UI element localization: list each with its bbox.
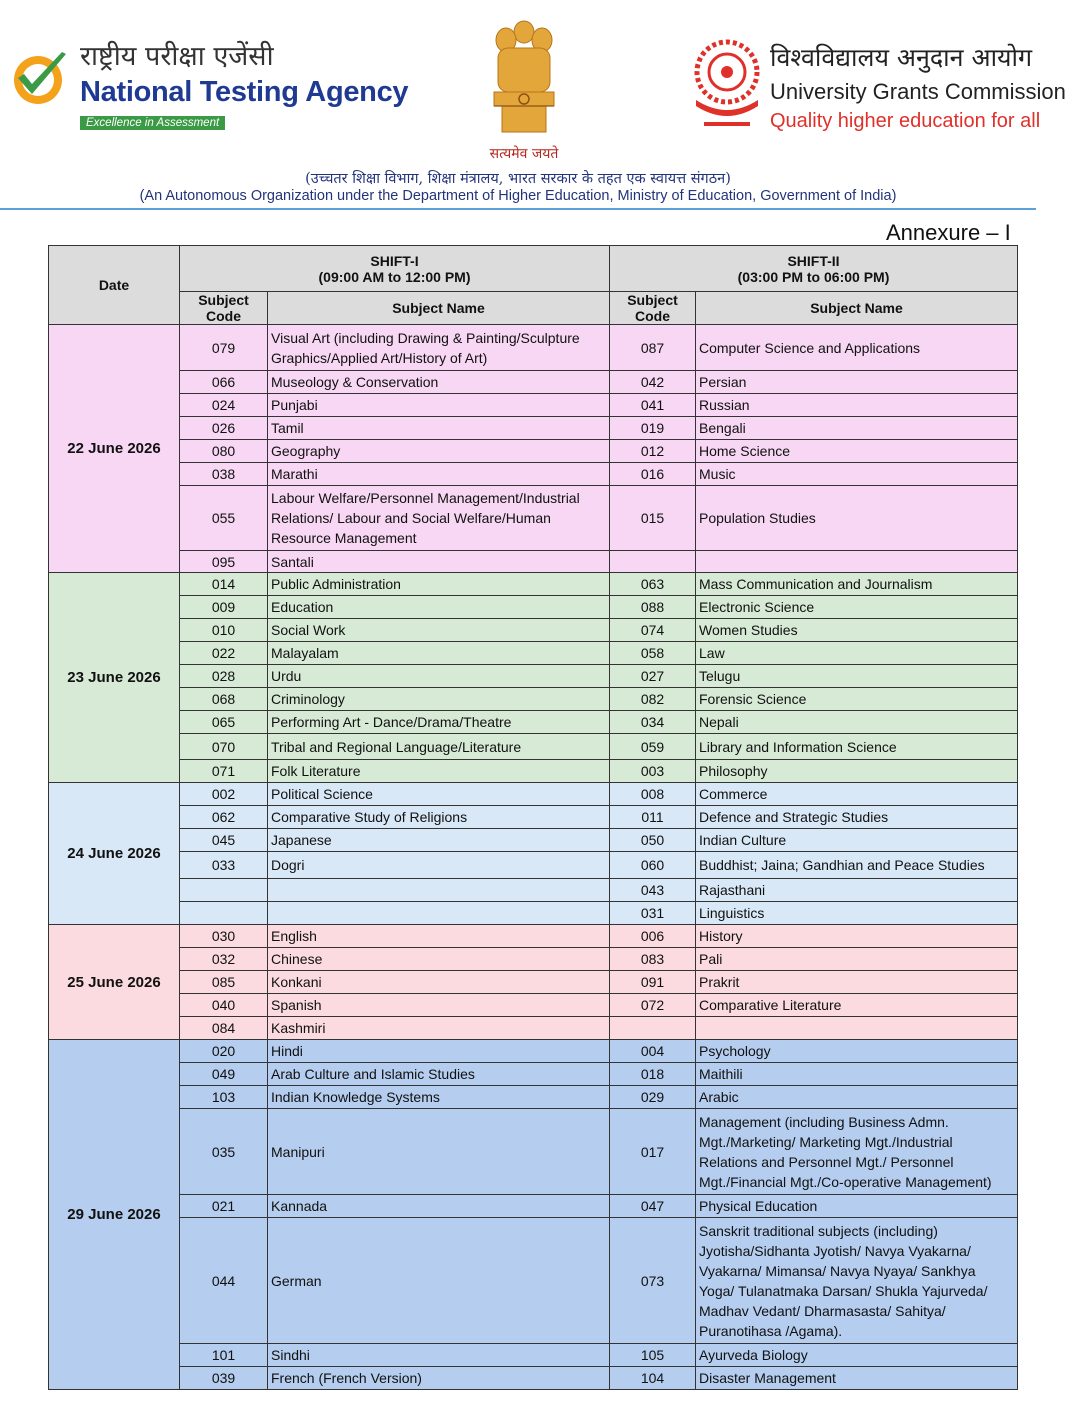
table-row [49, 642, 1018, 665]
shift2-name-cell: Mass Communication and Journalism [696, 573, 1018, 596]
nta-logo-icon [10, 44, 70, 108]
shift2-name-cell: Home Science [696, 440, 1018, 463]
shift1-code-cell: 009 [180, 596, 268, 619]
shift2-code-cell: 016 [610, 463, 696, 486]
table-row [49, 619, 1018, 642]
shift1-name-cell [268, 902, 610, 925]
shift2-code-cell: 006 [610, 925, 696, 948]
shift1-name-cell: Urdu [268, 665, 610, 688]
table-row [49, 1218, 1018, 1344]
shift2-name-cell: Pali [696, 948, 1018, 971]
table-row [49, 852, 1018, 879]
shift2-code-cell: 047 [610, 1195, 696, 1218]
shift2-code-cell: 012 [610, 440, 696, 463]
shift2-code-cell: 008 [610, 783, 696, 806]
table-row [49, 760, 1018, 783]
ugc-name-english: University Grants Commission [770, 79, 1066, 104]
shift2-name-cell: Forensic Science [696, 688, 1018, 711]
shift2-name-cell: Electronic Science [696, 596, 1018, 619]
shift2-code-cell: 004 [610, 1040, 696, 1063]
subtitle-english: (An Autonomous Organization under the Department of Higher Education, Ministry of Education, Government of India) [139, 188, 897, 204]
page-header [0, 0, 1066, 210]
shift1-code-cell [180, 879, 268, 902]
table-row [49, 879, 1018, 902]
shift2-time: (03:00 PM to 06:00 PM) [737, 268, 890, 285]
shift2-name-header: Subject Name [696, 292, 1018, 325]
shift2-code-cell: 003 [610, 760, 696, 783]
shift2-code-cell: 091 [610, 971, 696, 994]
shift2-code-cell: 105 [610, 1344, 696, 1367]
date-cell: 24 June 2026 [49, 783, 180, 925]
shift1-code-cell: 044 [180, 1218, 268, 1344]
shift2-name-cell: Women Studies [696, 619, 1018, 642]
table-row [49, 1344, 1018, 1367]
table-row [49, 486, 1018, 551]
nta-name-english: National Testing Agency [80, 76, 409, 108]
table-row [49, 1109, 1018, 1195]
shift1-name-cell: Dogri [268, 852, 610, 879]
shift1-name-cell: Malayalam [268, 642, 610, 665]
shift2-code-cell: 029 [610, 1086, 696, 1109]
shift1-code-cell: 030 [180, 925, 268, 948]
table-row [49, 1367, 1018, 1390]
shift2-code-cell: 059 [610, 734, 696, 760]
table-row [49, 688, 1018, 711]
table-row [49, 551, 1018, 573]
shift2-code-cell: 050 [610, 829, 696, 852]
shift1-code-cell: 020 [180, 1040, 268, 1063]
shift2-name-cell [696, 551, 1018, 573]
shift2-name-cell: Prakrit [696, 971, 1018, 994]
national-emblem-icon [484, 14, 564, 140]
shift2-code-cell: 058 [610, 642, 696, 665]
shift2-code-cell: 074 [610, 619, 696, 642]
shift2-name-cell: Defence and Strategic Studies [696, 806, 1018, 829]
shift2-code-cell: 027 [610, 665, 696, 688]
shift1-name-cell: German [268, 1218, 610, 1344]
shift1-code-cell: 071 [180, 760, 268, 783]
shift2-code-cell: 034 [610, 711, 696, 734]
table-row [49, 665, 1018, 688]
shift1-name-cell: Social Work [268, 619, 610, 642]
shift1-code-cell: 084 [180, 1017, 268, 1040]
table-row [49, 463, 1018, 486]
table-row [49, 573, 1018, 596]
nta-tagline: Excellence in Assessment [80, 116, 225, 130]
table-row [49, 902, 1018, 925]
shift1-name-cell: Comparative Study of Religions [268, 806, 610, 829]
shift2-name-cell: Nepali [696, 711, 1018, 734]
shift2-name-cell: Rajasthani [696, 879, 1018, 902]
shift2-code-cell: 088 [610, 596, 696, 619]
shift1-code-cell: 024 [180, 394, 268, 417]
shift2-name-cell: Buddhist; Jaina; Gandhian and Peace Studies [696, 852, 1018, 879]
shift1-name-cell: Labour Welfare/Personnel Management/Industrial Relations/ Labour and Social Welfare/Human Resource Management [268, 486, 610, 551]
ugc-name-hindi: विश्वविद्यालय अनुदान आयोग [770, 43, 1033, 72]
shift1-name-cell: Manipuri [268, 1109, 610, 1195]
shift1-name-cell: Public Administration [268, 573, 610, 596]
shift1-name-cell: Konkani [268, 971, 610, 994]
shift1-code-cell: 103 [180, 1086, 268, 1109]
shift1-name-cell: Sindhi [268, 1344, 610, 1367]
shift1-code-cell: 021 [180, 1195, 268, 1218]
shift1-code-cell: 065 [180, 711, 268, 734]
shift2-name-cell: Linguistics [696, 902, 1018, 925]
shift2-name-cell: Arabic [696, 1086, 1018, 1109]
shift1-name-cell: Japanese [268, 829, 610, 852]
shift1-title: SHIFT-I [370, 252, 419, 269]
table-row [49, 783, 1018, 806]
shift2-title: SHIFT-II [787, 252, 840, 269]
date-header: Date [49, 246, 180, 325]
shift2-name-cell: Maithili [696, 1063, 1018, 1086]
table-row [49, 711, 1018, 734]
shift1-code-cell: 014 [180, 573, 268, 596]
shift2-code-cell: 083 [610, 948, 696, 971]
shift2-code-cell: 015 [610, 486, 696, 551]
table-row [49, 1063, 1018, 1086]
shift1-code-cell: 038 [180, 463, 268, 486]
shift2-code-cell: 018 [610, 1063, 696, 1086]
table-row [49, 417, 1018, 440]
shift2-code-cell: 072 [610, 994, 696, 1017]
shift1-name-cell: Kashmiri [268, 1017, 610, 1040]
table-row [49, 971, 1018, 994]
subtitle-hindi: (उच्चतर शिक्षा विभाग, शिक्षा मंत्रालय, भारत सरकार के तहत एक स्वायत्त संगठन) [305, 171, 731, 187]
shift2-code-cell: 082 [610, 688, 696, 711]
table-row [49, 925, 1018, 948]
table-row [49, 1040, 1018, 1063]
date-cell: 29 June 2026 [49, 1040, 180, 1390]
shift2-name-cell [696, 1017, 1018, 1040]
shift2-name-cell: Indian Culture [696, 829, 1018, 852]
shift1-code-cell: 002 [180, 783, 268, 806]
table-row [49, 440, 1018, 463]
nta-name-hindi: राष्ट्रीय परीक्षा एजेंसी [80, 41, 274, 72]
table-row [49, 325, 1018, 371]
shift2-name-cell: Computer Science and Applications [696, 325, 1018, 371]
shift2-name-cell: Russian [696, 394, 1018, 417]
shift1-code-cell: 055 [180, 486, 268, 551]
table-row [49, 596, 1018, 619]
table-row [49, 829, 1018, 852]
header-divider [0, 208, 1036, 210]
shift1-code-cell: 068 [180, 688, 268, 711]
shift2-code-cell: 042 [610, 371, 696, 394]
table-row [49, 1086, 1018, 1109]
shift1-name-cell: Kannada [268, 1195, 610, 1218]
ugc-tagline: Quality higher education for all [770, 110, 1041, 132]
shift2-code-header: Subject Code [610, 292, 696, 325]
date-cell: 23 June 2026 [49, 573, 180, 783]
shift2-name-cell: Comparative Literature [696, 994, 1018, 1017]
shift2-name-cell: Library and Information Science [696, 734, 1018, 760]
shift1-name-cell: Hindi [268, 1040, 610, 1063]
shift2-code-cell: 063 [610, 573, 696, 596]
shift2-name-cell: Management (including Business Admn. Mgt./Marketing/ Marketing Mgt./Industrial Relations and Personnel Mgt./ Personnel Mgt./Financial Mgt./Co-operative Management) [696, 1109, 1018, 1195]
shift2-name-cell: Disaster Management [696, 1367, 1018, 1390]
shift1-name-cell: Visual Art (including Drawing & Painting/Sculpture Graphics/Applied Art/History of Art) [268, 325, 610, 371]
shift1-name-cell: Spanish [268, 994, 610, 1017]
shift2-code-cell: 011 [610, 806, 696, 829]
date-cell: 25 June 2026 [49, 925, 180, 1040]
shift2-code-cell: 087 [610, 325, 696, 371]
shift1-code-cell: 045 [180, 829, 268, 852]
emblem-motto: सत्यमेव जयते [489, 146, 559, 162]
shift2-code-cell [610, 1017, 696, 1040]
table-header [49, 246, 1018, 325]
shift1-code-cell: 085 [180, 971, 268, 994]
shift1-name-cell: Marathi [268, 463, 610, 486]
shift1-name-cell: Folk Literature [268, 760, 610, 783]
shift1-code-cell: 022 [180, 642, 268, 665]
shift1-code-cell: 079 [180, 325, 268, 371]
table-row [49, 371, 1018, 394]
shift2-name-cell: Psychology [696, 1040, 1018, 1063]
shift2-name-cell: Sanskrit traditional subjects (including) Jyotisha/Sidhanta Jyotish/ Navya Vyakarna/ Vyakarna/ Mimansa/ Navya Nyaya/ Sankhya Yoga/ Tulanatmaka Darsan/ Shukla Yajurveda/ Madhav Vedant/ Dharmasasta/ Sahitya/ Puranotihasa /Agama). [696, 1218, 1018, 1344]
shift1-name-cell: Santali [268, 551, 610, 573]
shift1-header [180, 246, 610, 292]
shift1-code-cell: 035 [180, 1109, 268, 1195]
shift1-name-cell: Political Science [268, 783, 610, 806]
shift1-code-header: Subject Code [180, 292, 268, 325]
shift1-name-cell: Arab Culture and Islamic Studies [268, 1063, 610, 1086]
shift2-code-cell: 043 [610, 879, 696, 902]
shift1-name-cell: French (French Version) [268, 1367, 610, 1390]
shift1-code-cell: 026 [180, 417, 268, 440]
table-row [49, 1195, 1018, 1218]
shift1-code-cell: 070 [180, 734, 268, 760]
shift1-name-cell: Tribal and Regional Language/Literature [268, 734, 610, 760]
table-row [49, 1017, 1018, 1040]
shift2-name-cell: Commerce [696, 783, 1018, 806]
shift1-name-cell: Criminology [268, 688, 610, 711]
shift1-code-cell: 028 [180, 665, 268, 688]
shift1-name-cell: Geography [268, 440, 610, 463]
shift1-name-cell: English [268, 925, 610, 948]
shift1-name-cell: Education [268, 596, 610, 619]
shift1-name-cell: Tamil [268, 417, 610, 440]
shift1-code-cell: 080 [180, 440, 268, 463]
shift2-name-cell: Physical Education [696, 1195, 1018, 1218]
annexure-label: Annexure – I [886, 220, 1011, 245]
shift2-code-cell: 073 [610, 1218, 696, 1344]
table-row [49, 806, 1018, 829]
shift1-code-cell: 101 [180, 1344, 268, 1367]
shift2-code-cell: 017 [610, 1109, 696, 1195]
ugc-logo-icon [690, 36, 764, 132]
shift2-code-cell: 104 [610, 1367, 696, 1390]
shift2-code-cell: 031 [610, 902, 696, 925]
shift1-code-cell: 062 [180, 806, 268, 829]
shift2-code-cell: 041 [610, 394, 696, 417]
shift2-name-cell: History [696, 925, 1018, 948]
shift1-name-header: Subject Name [268, 292, 610, 325]
shift2-code-cell: 060 [610, 852, 696, 879]
shift1-code-cell: 033 [180, 852, 268, 879]
shift1-code-cell: 066 [180, 371, 268, 394]
shift1-code-cell [180, 902, 268, 925]
shift2-code-cell [610, 551, 696, 573]
shift2-header [610, 246, 1018, 292]
shift2-name-cell: Ayurveda Biology [696, 1344, 1018, 1367]
shift2-name-cell: Bengali [696, 417, 1018, 440]
table-row [49, 734, 1018, 760]
shift1-name-cell: Performing Art - Dance/Drama/Theatre [268, 711, 610, 734]
shift2-name-cell: Persian [696, 371, 1018, 394]
shift2-name-cell: Law [696, 642, 1018, 665]
shift1-code-cell: 095 [180, 551, 268, 573]
shift1-name-cell: Chinese [268, 948, 610, 971]
shift2-name-cell: Telugu [696, 665, 1018, 688]
shift2-name-cell: Music [696, 463, 1018, 486]
shift1-name-cell: Indian Knowledge Systems [268, 1086, 610, 1109]
shift1-time: (09:00 AM to 12:00 PM) [318, 268, 471, 285]
shift1-code-cell: 049 [180, 1063, 268, 1086]
shift1-name-cell: Museology & Conservation [268, 371, 610, 394]
shift2-code-cell: 019 [610, 417, 696, 440]
shift1-code-cell: 039 [180, 1367, 268, 1390]
shift1-code-cell: 040 [180, 994, 268, 1017]
exam-schedule-table [48, 245, 1018, 1390]
table-row [49, 948, 1018, 971]
shift1-code-cell: 032 [180, 948, 268, 971]
shift2-name-cell: Population Studies [696, 486, 1018, 551]
table-body [49, 325, 1018, 1390]
shift1-code-cell: 010 [180, 619, 268, 642]
table-row [49, 394, 1018, 417]
shift1-name-cell [268, 879, 610, 902]
date-cell: 22 June 2026 [49, 325, 180, 573]
shift2-name-cell: Philosophy [696, 760, 1018, 783]
shift1-name-cell: Punjabi [268, 394, 610, 417]
table-row [49, 994, 1018, 1017]
